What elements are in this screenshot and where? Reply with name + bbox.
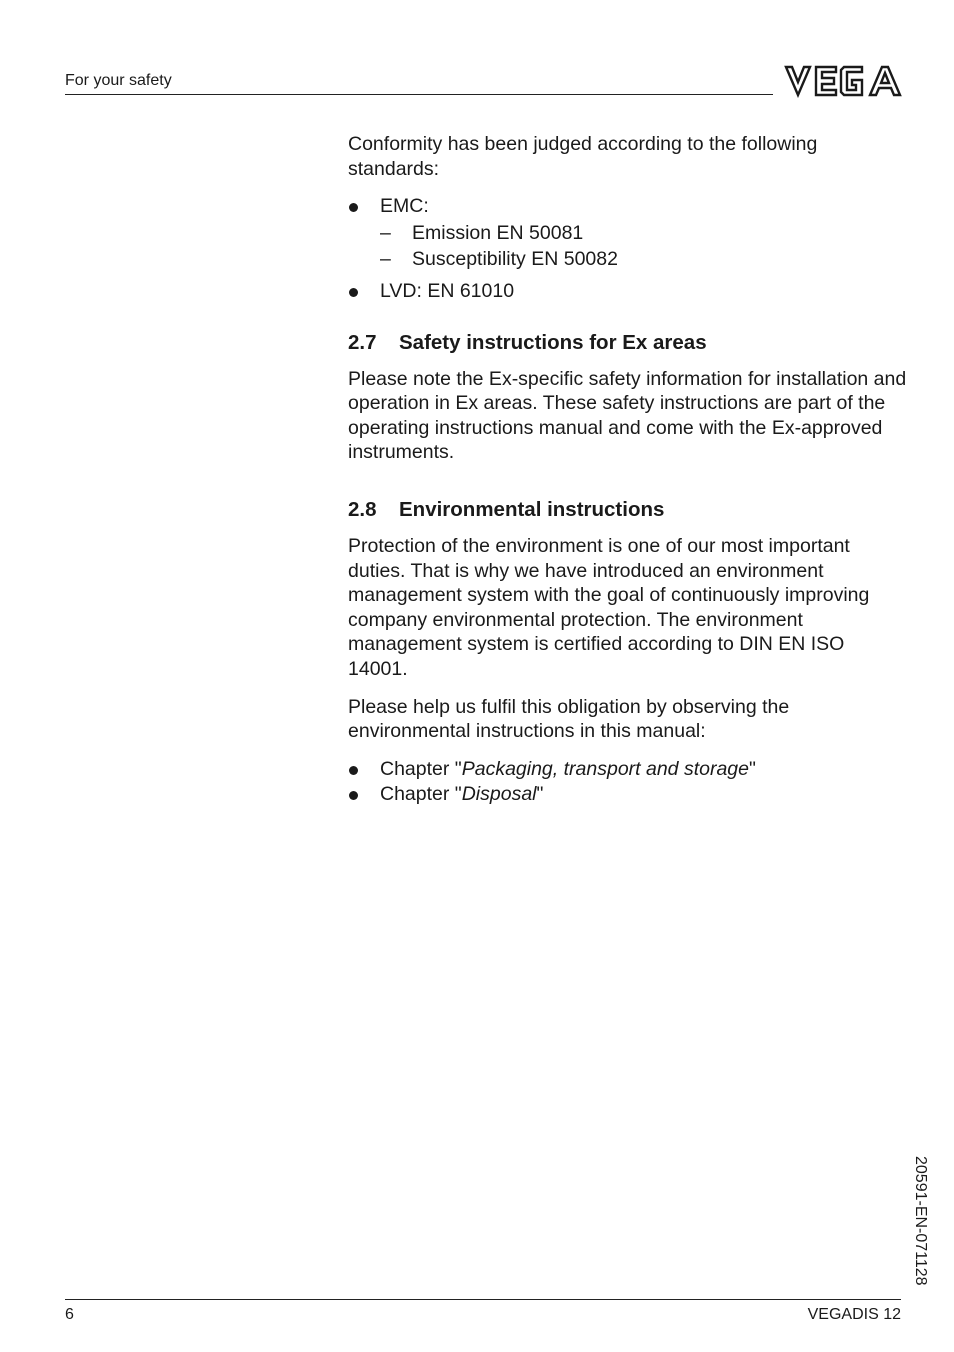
list-item-chapter [348, 782, 908, 807]
chapter-prefix: Chapter " [380, 757, 462, 780]
emc-sublist [380, 221, 908, 272]
page-number: 6 [65, 1306, 74, 1323]
list-item-chapter [348, 757, 908, 782]
document-code: 20591-EN-071128 [912, 1156, 929, 1286]
emc-label: EMC: [380, 195, 429, 218]
section-2-8-body-2: Please help us fulfil this obligation by observing the environmental instructions in this manual: [348, 695, 790, 743]
list-item-lvd [348, 279, 908, 304]
section-title: Safety instructions for Ex areas [399, 330, 707, 354]
dash-icon: – [380, 248, 391, 271]
lvd-label: LVD: EN 61010 [380, 279, 515, 302]
section-heading-2-8 [348, 497, 908, 523]
dash-icon: – [380, 221, 391, 244]
chapter-title: Packaging, transport and storage [461, 757, 749, 780]
footer-rule [65, 1299, 901, 1300]
chapter-prefix: Chapter " [380, 783, 462, 806]
product-name: VEGADIS 12 [807, 1306, 901, 1323]
section-number: 2.7 [348, 330, 377, 354]
vega-logo [784, 64, 902, 98]
emission-text: Emission EN 50081 [412, 221, 584, 244]
list-item-susceptibility [380, 247, 908, 272]
page-header-label: For your safety [65, 72, 172, 89]
bullet-icon [349, 791, 358, 800]
header-rule [65, 94, 773, 95]
list-item-emc [348, 194, 908, 272]
bullet-icon [349, 766, 358, 775]
standards-list [348, 194, 908, 303]
chapter-suffix: " [748, 757, 756, 780]
section-2-8-body-1: Protection of the environment is one of our most important duties. That is why we have introduced an environment management system with the goal of continuously improving company environmental protection. The environment management system is certified according to DIN EN ISO 14001. [348, 534, 870, 680]
bullet-icon [349, 288, 358, 297]
section-title: Environmental instructions [399, 497, 665, 521]
list-item-emission [380, 221, 908, 246]
susceptibility-text: Susceptibility EN 50082 [412, 248, 618, 271]
bullet-icon [349, 203, 358, 212]
main-content [348, 132, 908, 807]
section-2-7-body: Please note the Ex-specific safety information for installation and operation in Ex areas. These safety instructions are part of the operating instructions manual and come with the Ex-approved instruments. [348, 367, 907, 464]
section-number: 2.8 [348, 497, 377, 521]
intro-paragraph: Conformity has been judged according to the following standards: [348, 133, 818, 180]
chapter-list [348, 757, 908, 807]
chapter-title: Disposal [461, 783, 537, 806]
section-heading-2-7 [348, 330, 908, 356]
chapter-suffix: " [536, 783, 544, 806]
